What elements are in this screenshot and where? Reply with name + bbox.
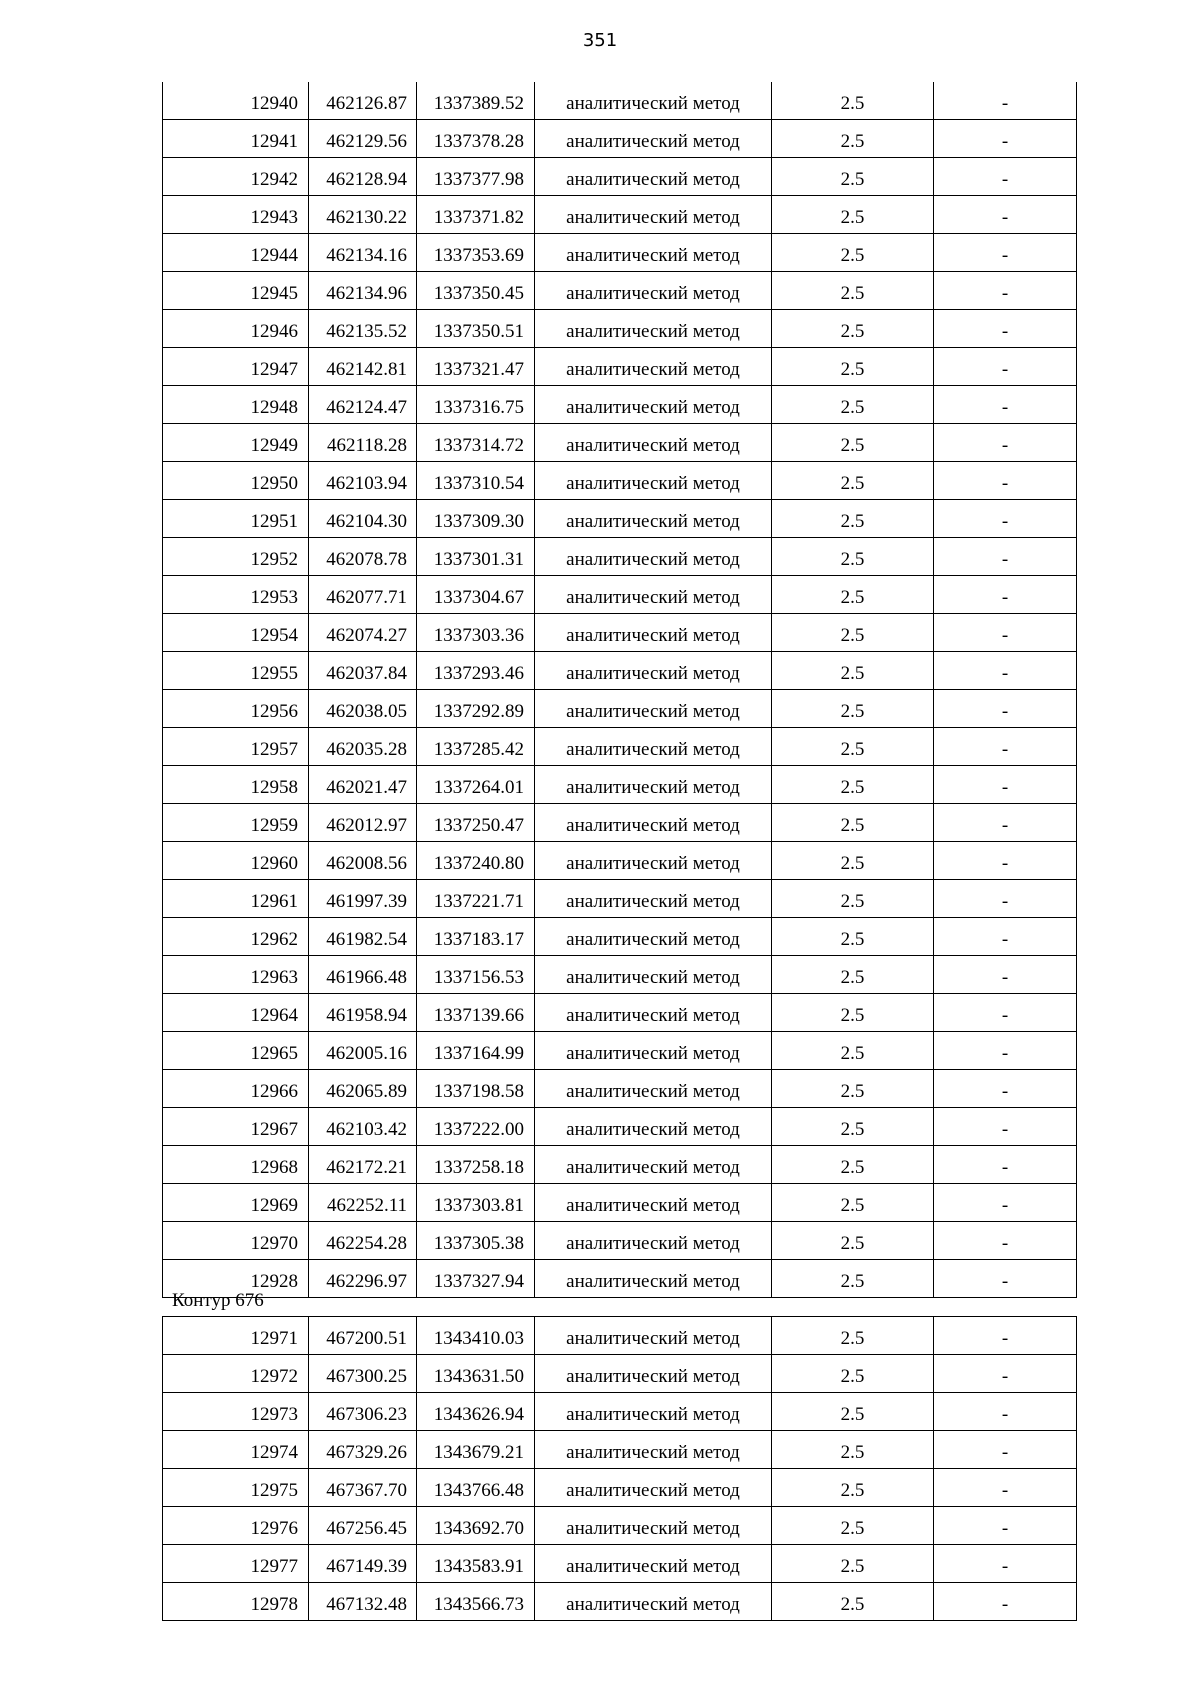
accuracy-cell: 2.5: [772, 1146, 934, 1184]
y-coordinate-cell: 1337292.89: [417, 690, 535, 728]
accuracy-cell: 2.5: [772, 576, 934, 614]
accuracy-cell: 2.5: [772, 1507, 934, 1545]
method-cell: аналитический метод: [535, 348, 772, 386]
x-coordinate-cell: 462142.81: [309, 348, 417, 386]
point-number-cell: 12955: [163, 652, 309, 690]
point-number-cell: 12972: [163, 1355, 309, 1393]
accuracy-cell: 2.5: [772, 1070, 934, 1108]
table-row: [163, 1355, 1077, 1393]
x-coordinate-cell: 462126.87: [309, 82, 417, 120]
method-cell: аналитический метод: [535, 690, 772, 728]
x-coordinate-cell: 467200.51: [309, 1317, 417, 1355]
accuracy-cell: 2.5: [772, 424, 934, 462]
point-number-cell: 12971: [163, 1317, 309, 1355]
point-number-cell: 12958: [163, 766, 309, 804]
method-cell: аналитический метод: [535, 576, 772, 614]
table-row: [163, 1469, 1077, 1507]
x-coordinate-cell: 462012.97: [309, 804, 417, 842]
method-cell: аналитический метод: [535, 500, 772, 538]
method-cell: аналитический метод: [535, 994, 772, 1032]
method-cell: аналитический метод: [535, 1583, 772, 1621]
method-cell: аналитический метод: [535, 82, 772, 120]
table-row: [163, 1507, 1077, 1545]
table-row: [163, 120, 1077, 158]
table-row: [163, 1317, 1077, 1355]
method-cell: аналитический метод: [535, 1184, 772, 1222]
x-coordinate-cell: 467367.70: [309, 1469, 417, 1507]
y-coordinate-cell: 1343410.03: [417, 1317, 535, 1355]
table-row: [163, 994, 1077, 1032]
y-coordinate-cell: 1337316.75: [417, 386, 535, 424]
table-row: [163, 918, 1077, 956]
method-cell: аналитический метод: [535, 652, 772, 690]
x-coordinate-cell: 462130.22: [309, 196, 417, 234]
x-coordinate-cell: 467306.23: [309, 1393, 417, 1431]
note-cell: -: [934, 880, 1077, 918]
method-cell: аналитический метод: [535, 1146, 772, 1184]
note-cell: -: [934, 1545, 1077, 1583]
note-cell: -: [934, 994, 1077, 1032]
note-cell: -: [934, 804, 1077, 842]
point-number-cell: 12952: [163, 538, 309, 576]
method-cell: аналитический метод: [535, 272, 772, 310]
y-coordinate-cell: 1337198.58: [417, 1070, 535, 1108]
x-coordinate-cell: 462103.42: [309, 1108, 417, 1146]
point-number-cell: 12954: [163, 614, 309, 652]
y-coordinate-cell: 1343766.48: [417, 1469, 535, 1507]
note-cell: -: [934, 1184, 1077, 1222]
y-coordinate-cell: 1337183.17: [417, 918, 535, 956]
point-number-cell: 12976: [163, 1507, 309, 1545]
y-coordinate-cell: 1337371.82: [417, 196, 535, 234]
accuracy-cell: 2.5: [772, 196, 934, 234]
method-cell: аналитический метод: [535, 1545, 772, 1583]
method-cell: аналитический метод: [535, 1355, 772, 1393]
method-cell: аналитический метод: [535, 1469, 772, 1507]
method-cell: аналитический метод: [535, 462, 772, 500]
method-cell: аналитический метод: [535, 766, 772, 804]
note-cell: -: [934, 500, 1077, 538]
table-row: [163, 1146, 1077, 1184]
y-coordinate-cell: 1343631.50: [417, 1355, 535, 1393]
accuracy-cell: 2.5: [772, 310, 934, 348]
point-number-cell: 12961: [163, 880, 309, 918]
accuracy-cell: 2.5: [772, 766, 934, 804]
method-cell: аналитический метод: [535, 120, 772, 158]
note-cell: -: [934, 614, 1077, 652]
table-row: [163, 880, 1077, 918]
x-coordinate-cell: 467329.26: [309, 1431, 417, 1469]
point-number-cell: 12946: [163, 310, 309, 348]
accuracy-cell: 2.5: [772, 652, 934, 690]
accuracy-cell: 2.5: [772, 1032, 934, 1070]
note-cell: -: [934, 576, 1077, 614]
point-number-cell: 12974: [163, 1431, 309, 1469]
point-number-cell: 12963: [163, 956, 309, 994]
accuracy-cell: 2.5: [772, 386, 934, 424]
point-number-cell: 12947: [163, 348, 309, 386]
accuracy-cell: 2.5: [772, 1431, 934, 1469]
method-cell: аналитический метод: [535, 538, 772, 576]
point-number-cell: 12953: [163, 576, 309, 614]
table-row: [163, 614, 1077, 652]
table-row: [163, 1070, 1077, 1108]
y-coordinate-cell: 1337378.28: [417, 120, 535, 158]
y-coordinate-cell: 1337221.71: [417, 880, 535, 918]
method-cell: аналитический метод: [535, 386, 772, 424]
table-row: [163, 652, 1077, 690]
coordinates-table-contour-676: [162, 1316, 1077, 1621]
point-number-cell: 12975: [163, 1469, 309, 1507]
y-coordinate-cell: 1337285.42: [417, 728, 535, 766]
x-coordinate-cell: 461997.39: [309, 880, 417, 918]
table-row: [163, 196, 1077, 234]
accuracy-cell: 2.5: [772, 880, 934, 918]
table-row: [163, 1032, 1077, 1070]
accuracy-cell: 2.5: [772, 1469, 934, 1507]
method-cell: аналитический метод: [535, 1032, 772, 1070]
y-coordinate-cell: 1337303.36: [417, 614, 535, 652]
accuracy-cell: 2.5: [772, 538, 934, 576]
point-number-cell: 12964: [163, 994, 309, 1032]
method-cell: аналитический метод: [535, 1222, 772, 1260]
point-number-cell: 12967: [163, 1108, 309, 1146]
accuracy-cell: 2.5: [772, 1317, 934, 1355]
y-coordinate-cell: 1337314.72: [417, 424, 535, 462]
x-coordinate-cell: 461966.48: [309, 956, 417, 994]
y-coordinate-cell: 1343583.91: [417, 1545, 535, 1583]
table-row: [163, 348, 1077, 386]
point-number-cell: 12959: [163, 804, 309, 842]
point-number-cell: 12949: [163, 424, 309, 462]
note-cell: -: [934, 82, 1077, 120]
accuracy-cell: 2.5: [772, 120, 934, 158]
method-cell: аналитический метод: [535, 1108, 772, 1146]
note-cell: -: [934, 272, 1077, 310]
coordinates-table-top: [162, 82, 1077, 1298]
x-coordinate-cell: 462037.84: [309, 652, 417, 690]
method-cell: аналитический метод: [535, 1507, 772, 1545]
note-cell: -: [934, 842, 1077, 880]
note-cell: -: [934, 1108, 1077, 1146]
x-coordinate-cell: 462008.56: [309, 842, 417, 880]
table-row: [163, 842, 1077, 880]
note-cell: -: [934, 386, 1077, 424]
table-row: [163, 804, 1077, 842]
note-cell: -: [934, 196, 1077, 234]
y-coordinate-cell: 1343679.21: [417, 1431, 535, 1469]
method-cell: аналитический метод: [535, 158, 772, 196]
note-cell: -: [934, 120, 1077, 158]
y-coordinate-cell: 1337377.98: [417, 158, 535, 196]
y-coordinate-cell: 1337304.67: [417, 576, 535, 614]
y-coordinate-cell: 1337353.69: [417, 234, 535, 272]
x-coordinate-cell: 462077.71: [309, 576, 417, 614]
method-cell: аналитический метод: [535, 310, 772, 348]
accuracy-cell: 2.5: [772, 614, 934, 652]
table-row: [163, 576, 1077, 614]
note-cell: -: [934, 538, 1077, 576]
y-coordinate-cell: 1337310.54: [417, 462, 535, 500]
table-row: [163, 766, 1077, 804]
accuracy-cell: 2.5: [772, 1108, 934, 1146]
note-cell: -: [934, 1393, 1077, 1431]
table-row: [163, 1431, 1077, 1469]
x-coordinate-cell: 462065.89: [309, 1070, 417, 1108]
y-coordinate-cell: 1337156.53: [417, 956, 535, 994]
method-cell: аналитический метод: [535, 1317, 772, 1355]
note-cell: -: [934, 348, 1077, 386]
accuracy-cell: 2.5: [772, 1355, 934, 1393]
note-cell: -: [934, 1507, 1077, 1545]
x-coordinate-cell: 461958.94: [309, 994, 417, 1032]
x-coordinate-cell: 462038.05: [309, 690, 417, 728]
x-coordinate-cell: 462252.11: [309, 1184, 417, 1222]
note-cell: -: [934, 1469, 1077, 1507]
method-cell: аналитический метод: [535, 1260, 772, 1298]
point-number-cell: 12969: [163, 1184, 309, 1222]
note-cell: -: [934, 956, 1077, 994]
table-row: [163, 424, 1077, 462]
y-coordinate-cell: 1337250.47: [417, 804, 535, 842]
x-coordinate-cell: 462005.16: [309, 1032, 417, 1070]
y-coordinate-cell: 1337293.46: [417, 652, 535, 690]
y-coordinate-cell: 1337264.01: [417, 766, 535, 804]
accuracy-cell: 2.5: [772, 1260, 934, 1298]
note-cell: -: [934, 918, 1077, 956]
accuracy-cell: 2.5: [772, 1222, 934, 1260]
table-row: [163, 1108, 1077, 1146]
y-coordinate-cell: 1337350.51: [417, 310, 535, 348]
point-number-cell: 12945: [163, 272, 309, 310]
x-coordinate-cell: 462118.28: [309, 424, 417, 462]
table-row: [163, 1184, 1077, 1222]
contour-label: Контур 676: [172, 1290, 264, 1311]
accuracy-cell: 2.5: [772, 272, 934, 310]
accuracy-cell: 2.5: [772, 500, 934, 538]
point-number-cell: 12948: [163, 386, 309, 424]
page-number: 351: [582, 30, 618, 51]
table-row: [163, 310, 1077, 348]
point-number-cell: 12962: [163, 918, 309, 956]
x-coordinate-cell: 462254.28: [309, 1222, 417, 1260]
table-row: [163, 158, 1077, 196]
method-cell: аналитический метод: [535, 234, 772, 272]
accuracy-cell: 2.5: [772, 842, 934, 880]
x-coordinate-cell: 467149.39: [309, 1545, 417, 1583]
point-number-cell: 12966: [163, 1070, 309, 1108]
accuracy-cell: 2.5: [772, 234, 934, 272]
note-cell: -: [934, 234, 1077, 272]
table-row: [163, 1583, 1077, 1621]
method-cell: аналитический метод: [535, 1070, 772, 1108]
method-cell: аналитический метод: [535, 880, 772, 918]
y-coordinate-cell: 1337222.00: [417, 1108, 535, 1146]
note-cell: -: [934, 158, 1077, 196]
y-coordinate-cell: 1337321.47: [417, 348, 535, 386]
point-number-cell: 12973: [163, 1393, 309, 1431]
method-cell: аналитический метод: [535, 424, 772, 462]
y-coordinate-cell: 1337301.31: [417, 538, 535, 576]
note-cell: -: [934, 1222, 1077, 1260]
table-row: [163, 82, 1077, 120]
note-cell: -: [934, 1431, 1077, 1469]
accuracy-cell: 2.5: [772, 690, 934, 728]
y-coordinate-cell: 1337258.18: [417, 1146, 535, 1184]
accuracy-cell: 2.5: [772, 728, 934, 766]
accuracy-cell: 2.5: [772, 348, 934, 386]
note-cell: -: [934, 1032, 1077, 1070]
y-coordinate-cell: 1337309.30: [417, 500, 535, 538]
accuracy-cell: 2.5: [772, 1184, 934, 1222]
x-coordinate-cell: 462078.78: [309, 538, 417, 576]
x-coordinate-cell: 462021.47: [309, 766, 417, 804]
x-coordinate-cell: 462129.56: [309, 120, 417, 158]
table-row: [163, 462, 1077, 500]
accuracy-cell: 2.5: [772, 994, 934, 1032]
x-coordinate-cell: 462103.94: [309, 462, 417, 500]
table-row: [163, 234, 1077, 272]
x-coordinate-cell: 462296.97: [309, 1260, 417, 1298]
method-cell: аналитический метод: [535, 804, 772, 842]
table-row: [163, 500, 1077, 538]
table-row: [163, 386, 1077, 424]
note-cell: -: [934, 424, 1077, 462]
x-coordinate-cell: 462135.52: [309, 310, 417, 348]
x-coordinate-cell: 462124.47: [309, 386, 417, 424]
point-number-cell: 12943: [163, 196, 309, 234]
point-number-cell: 12968: [163, 1146, 309, 1184]
x-coordinate-cell: 467300.25: [309, 1355, 417, 1393]
y-coordinate-cell: 1337305.38: [417, 1222, 535, 1260]
note-cell: -: [934, 1583, 1077, 1621]
point-number-cell: 12957: [163, 728, 309, 766]
table-row: [163, 1545, 1077, 1583]
y-coordinate-cell: 1337164.99: [417, 1032, 535, 1070]
point-number-cell: 12942: [163, 158, 309, 196]
accuracy-cell: 2.5: [772, 956, 934, 994]
note-cell: -: [934, 728, 1077, 766]
accuracy-cell: 2.5: [772, 462, 934, 500]
point-number-cell: 12940: [163, 82, 309, 120]
table-row: [163, 690, 1077, 728]
method-cell: аналитический метод: [535, 728, 772, 766]
table-row: [163, 956, 1077, 994]
table-row: [163, 1260, 1077, 1298]
table-row: [163, 1393, 1077, 1431]
note-cell: -: [934, 1146, 1077, 1184]
method-cell: аналитический метод: [535, 1393, 772, 1431]
x-coordinate-cell: 462134.96: [309, 272, 417, 310]
point-number-cell: 12950: [163, 462, 309, 500]
note-cell: -: [934, 1355, 1077, 1393]
x-coordinate-cell: 467132.48: [309, 1583, 417, 1621]
x-coordinate-cell: 462172.21: [309, 1146, 417, 1184]
method-cell: аналитический метод: [535, 614, 772, 652]
y-coordinate-cell: 1343626.94: [417, 1393, 535, 1431]
point-number-cell: 12944: [163, 234, 309, 272]
x-coordinate-cell: 462128.94: [309, 158, 417, 196]
point-number-cell: 12970: [163, 1222, 309, 1260]
note-cell: -: [934, 310, 1077, 348]
table-row: [163, 1222, 1077, 1260]
method-cell: аналитический метод: [535, 196, 772, 234]
point-number-cell: 12951: [163, 500, 309, 538]
y-coordinate-cell: 1343692.70: [417, 1507, 535, 1545]
x-coordinate-cell: 462104.30: [309, 500, 417, 538]
note-cell: -: [934, 766, 1077, 804]
x-coordinate-cell: 462074.27: [309, 614, 417, 652]
x-coordinate-cell: 462035.28: [309, 728, 417, 766]
note-cell: -: [934, 690, 1077, 728]
y-coordinate-cell: 1343566.73: [417, 1583, 535, 1621]
point-number-cell: 12965: [163, 1032, 309, 1070]
accuracy-cell: 2.5: [772, 804, 934, 842]
note-cell: -: [934, 1070, 1077, 1108]
y-coordinate-cell: 1337303.81: [417, 1184, 535, 1222]
point-number-cell: 12960: [163, 842, 309, 880]
point-number-cell: 12978: [163, 1583, 309, 1621]
note-cell: -: [934, 1317, 1077, 1355]
method-cell: аналитический метод: [535, 918, 772, 956]
y-coordinate-cell: 1337350.45: [417, 272, 535, 310]
x-coordinate-cell: 467256.45: [309, 1507, 417, 1545]
note-cell: -: [934, 1260, 1077, 1298]
accuracy-cell: 2.5: [772, 82, 934, 120]
point-number-cell: 12956: [163, 690, 309, 728]
y-coordinate-cell: 1337389.52: [417, 82, 535, 120]
note-cell: -: [934, 462, 1077, 500]
method-cell: аналитический метод: [535, 842, 772, 880]
table-row: [163, 272, 1077, 310]
x-coordinate-cell: 461982.54: [309, 918, 417, 956]
method-cell: аналитический метод: [535, 1431, 772, 1469]
table-row: [163, 538, 1077, 576]
x-coordinate-cell: 462134.16: [309, 234, 417, 272]
point-number-cell: 12941: [163, 120, 309, 158]
y-coordinate-cell: 1337327.94: [417, 1260, 535, 1298]
accuracy-cell: 2.5: [772, 1545, 934, 1583]
point-number-cell: 12977: [163, 1545, 309, 1583]
method-cell: аналитический метод: [535, 956, 772, 994]
y-coordinate-cell: 1337240.80: [417, 842, 535, 880]
point-number-cell: 12928: [163, 1260, 309, 1298]
accuracy-cell: 2.5: [772, 1393, 934, 1431]
accuracy-cell: 2.5: [772, 158, 934, 196]
accuracy-cell: 2.5: [772, 918, 934, 956]
table-row: [163, 728, 1077, 766]
y-coordinate-cell: 1337139.66: [417, 994, 535, 1032]
note-cell: -: [934, 652, 1077, 690]
accuracy-cell: 2.5: [772, 1583, 934, 1621]
